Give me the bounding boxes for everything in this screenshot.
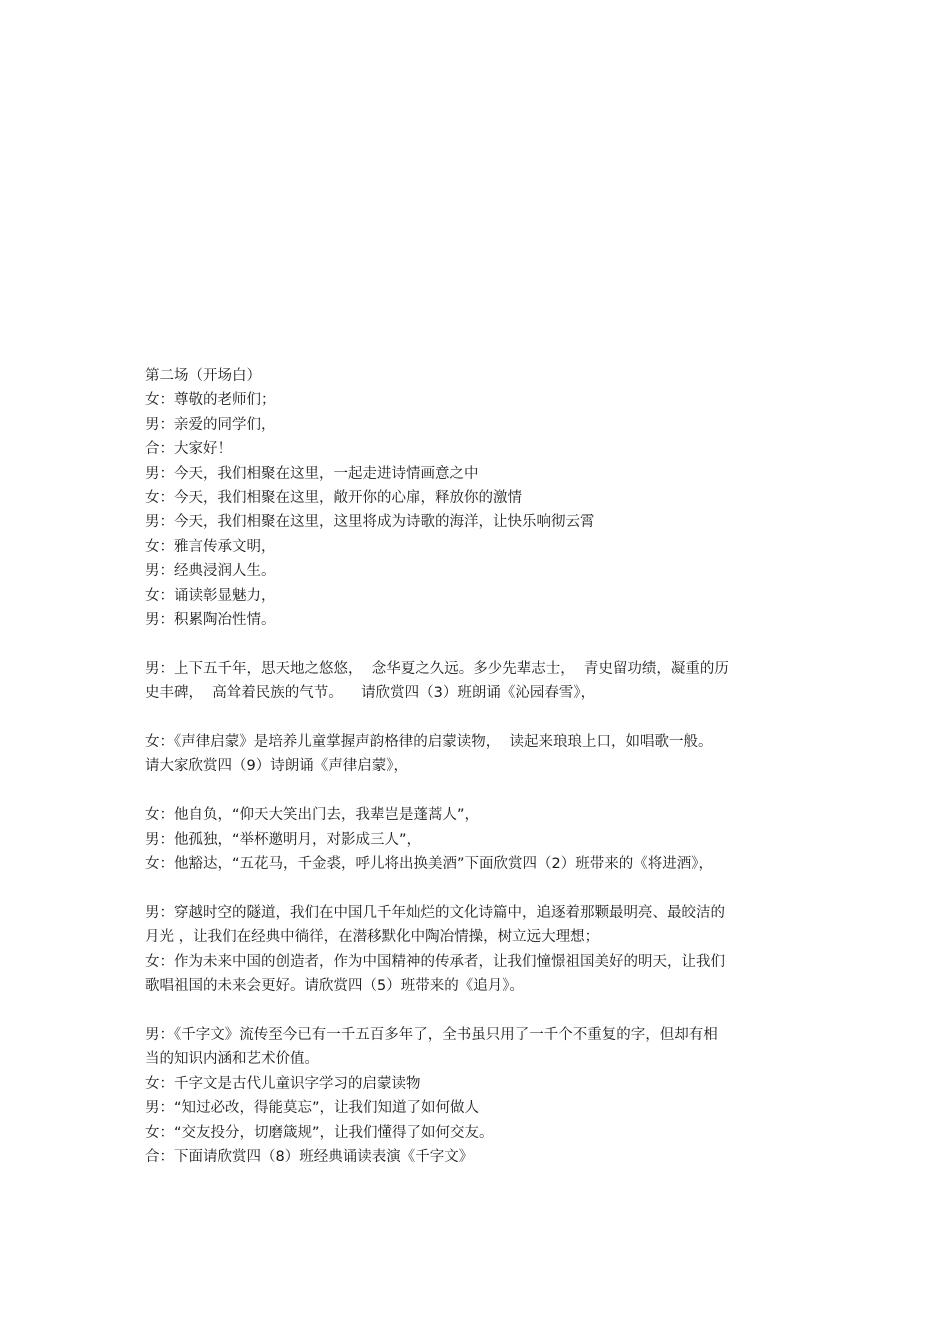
dialogue-line: 男：亲爱的同学们， xyxy=(145,416,276,433)
dialogue-line: 女：作为未来中国的创造者，作为中国精神的传承者，让我们憧憬祖国美好的明天，让我们 xyxy=(145,953,725,970)
dialogue-line: 男：积累陶冶性情。 xyxy=(145,612,276,629)
dialogue-line: 男：“知过必改，得能莫忘”，让我们知道了如何做人 xyxy=(145,1100,480,1117)
dialogue-line: 男：今天，我们相聚在这里，这里将成为诗歌的海洋，让快乐响彻云霄 xyxy=(145,514,595,531)
dialogue-line: 合：大家好！ xyxy=(145,441,232,458)
dialogue-line: 合：下面请欣赏四（8）班经典诵读表演《千字文》 xyxy=(145,1148,474,1165)
dialogue-line: 女：尊敬的老师们； xyxy=(145,392,276,409)
blank-line xyxy=(145,706,813,730)
dialogue-line: 男：今天，我们相聚在这里，一起走进诗情画意之中 xyxy=(145,465,479,482)
dialogue-line: 男：他孤独，“举杯邀明月，对影成三人”， xyxy=(145,831,422,848)
dialogue-line: 月光 ，让我们在经典中徜徉，在潜移默化中陶冶情操，树立远大理想； xyxy=(145,929,600,946)
dialogue-line: 女：今天，我们相聚在这里，敞开你的心扉，释放你的激情 xyxy=(145,490,522,507)
dialogue-line: 当的知识内涵和艺术价值。 xyxy=(145,1051,319,1068)
blank-line xyxy=(145,876,813,900)
blank-line xyxy=(145,999,813,1023)
script-text-body xyxy=(145,364,813,1169)
dialogue-line: 女：雅言传承文明， xyxy=(145,538,276,555)
blank-line xyxy=(145,779,813,803)
dialogue-line: 男：上下五千年，思天地之悠悠， 念华夏之久远。多少先辈志士， 青史留功绩，凝重的历 xyxy=(145,660,729,677)
dialogue-line: 女：《声律启蒙》是培养儿童掌握声韵格律的启蒙读物， 读起来琅琅上口，如唱歌一般。 xyxy=(145,734,713,751)
scene-heading: 第二场（开场白） xyxy=(145,368,261,384)
dialogue-line: 女：千字文是古代儿童识字学习的启蒙读物 xyxy=(145,1075,421,1092)
dialogue-line: 史丰碑， 高耸着民族的气节。 请欣赏四（3）班朗诵《沁园春雪》， xyxy=(145,685,596,702)
dialogue-line: 男：经典浸润人生。 xyxy=(145,563,276,580)
dialogue-line: 女：他豁达，“五花马，千金裘，呼儿将出换美酒”下面欣赏四（2）班带来的《将进酒》， xyxy=(145,856,713,873)
dialogue-line: 女：他自负，“仰天大笑出门去，我辈岂是蓬蒿人”， xyxy=(145,807,480,824)
dialogue-line: 男：《千字文》流传至今已有一千五百多年了，全书虽只用了一千个不重复的字，但却有相 xyxy=(145,1026,718,1043)
dialogue-line: 请大家欣赏四（9）诗朗诵《声律启蒙》， xyxy=(145,758,408,775)
blank-line xyxy=(145,632,813,656)
dialogue-line: 男：穿越时空的隧道，我们在中国几千年灿烂的文化诗篇中，追逐着那颗最明亮、最皎洁的 xyxy=(145,904,725,921)
dialogue-line: 女：诵读彰显魅力， xyxy=(145,587,276,604)
dialogue-line: 女：“交友投分，切磨箴规”，让我们懂得了如何交友。 xyxy=(145,1124,494,1141)
dialogue-line: 歌唱祖国的未来会更好。请欣赏四（5）班带来的《追月》。 xyxy=(145,978,524,995)
